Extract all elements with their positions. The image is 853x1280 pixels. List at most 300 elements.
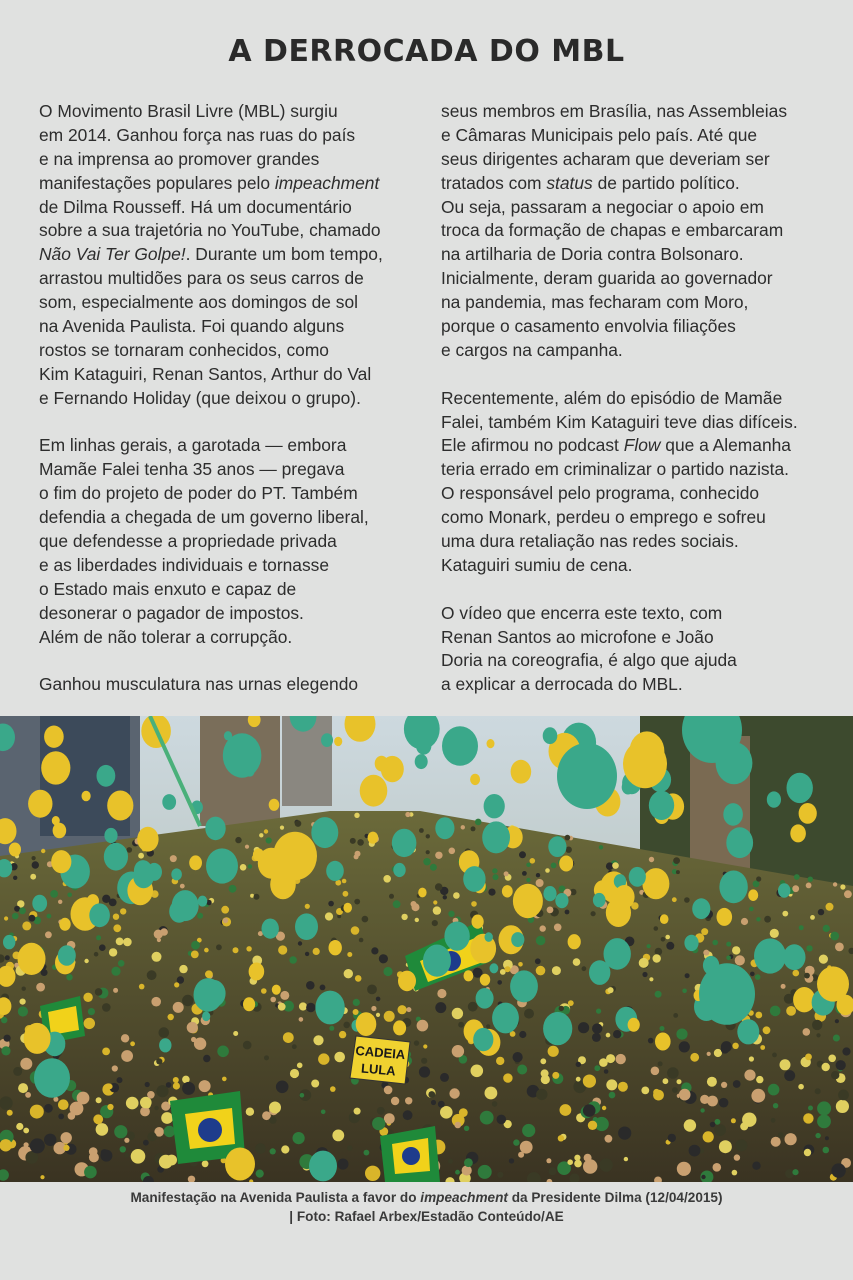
crowd-person xyxy=(233,1031,238,1036)
right-text-line xyxy=(441,673,831,697)
crowd-person xyxy=(96,935,101,940)
crowd-person xyxy=(519,1031,526,1038)
crowd-person xyxy=(549,1167,557,1175)
crowd-person xyxy=(519,851,526,858)
crowd-person xyxy=(750,972,755,977)
crowd-person xyxy=(376,997,381,1002)
balloon xyxy=(642,868,669,899)
crowd-person xyxy=(452,1008,463,1019)
crowd-person xyxy=(191,1037,196,1042)
crowd-person xyxy=(191,941,200,950)
crowd-person xyxy=(334,1052,345,1063)
balloon xyxy=(321,733,333,747)
right-text-line xyxy=(441,411,831,435)
crowd-person xyxy=(332,1130,344,1142)
balloon xyxy=(295,913,318,940)
crowd-person xyxy=(471,901,477,907)
balloon xyxy=(315,991,344,1025)
crowd-person xyxy=(794,874,800,880)
crowd-person xyxy=(25,1092,31,1098)
crowd-person xyxy=(383,967,392,976)
paragraph-gap xyxy=(441,578,831,602)
crowd-person xyxy=(58,900,62,904)
crowd-person xyxy=(535,958,541,964)
crowd-person xyxy=(679,1041,690,1052)
crowd-person xyxy=(156,1058,162,1064)
left-text-line xyxy=(39,387,419,411)
crowd-person xyxy=(22,987,26,991)
crowd-person xyxy=(313,948,320,955)
crowd-person xyxy=(430,864,437,871)
crowd-person xyxy=(752,1162,760,1170)
photo-caption xyxy=(0,1188,853,1226)
balloon xyxy=(559,856,573,872)
crowd-person xyxy=(339,1031,346,1038)
crowd-person xyxy=(840,884,845,889)
crowd-person xyxy=(384,1113,395,1124)
crowd-person xyxy=(383,875,391,883)
balloon xyxy=(472,915,484,929)
crowd-person xyxy=(20,1058,32,1070)
crowd-person xyxy=(384,1011,395,1022)
balloon-large xyxy=(442,726,478,766)
balloon xyxy=(511,760,532,784)
crowd-person xyxy=(591,911,596,916)
crowd-person xyxy=(492,1101,498,1107)
crowd-person xyxy=(505,966,511,972)
crowd-person xyxy=(117,1077,123,1083)
crowd-person xyxy=(283,1032,294,1043)
crowd-person xyxy=(648,1038,654,1044)
crowd-person xyxy=(742,1113,756,1127)
crowd-person xyxy=(468,1002,478,1012)
crowd-person xyxy=(84,959,88,963)
crowd-person xyxy=(464,1158,473,1167)
right-text-line xyxy=(441,530,831,554)
crowd-person xyxy=(755,974,761,980)
crowd-person xyxy=(606,1079,617,1090)
left-text-line xyxy=(39,626,419,650)
crowd-person xyxy=(88,1008,95,1015)
crowd-person xyxy=(203,1055,210,1062)
text-segment: Kim Kataguiri, Renan Santos, Arthur do Val xyxy=(39,363,372,384)
balloon xyxy=(543,1012,572,1045)
crowd-person xyxy=(125,1153,130,1158)
text-segment: manifestações populares pelo xyxy=(39,172,275,193)
crowd-person xyxy=(735,1139,747,1151)
crowd-person xyxy=(641,1087,649,1095)
crowd-person xyxy=(292,1044,297,1049)
left-text-line xyxy=(39,482,419,506)
balloon xyxy=(492,1003,519,1034)
crowd-person xyxy=(574,1160,582,1168)
crowd-person xyxy=(354,813,359,818)
left-text-line xyxy=(39,196,419,220)
crowd-person xyxy=(803,1113,813,1123)
crowd-person xyxy=(458,1022,464,1028)
crowd-person xyxy=(23,1128,29,1134)
crowd-person xyxy=(530,858,536,864)
crowd-person xyxy=(684,897,690,903)
crowd-person xyxy=(576,1077,581,1082)
crowd-person xyxy=(435,852,442,859)
balloon xyxy=(89,903,110,927)
balloon xyxy=(159,1038,171,1052)
crowd-person xyxy=(159,1027,170,1038)
crowd-person xyxy=(677,1079,682,1084)
right-text-line xyxy=(441,339,831,363)
crowd-person xyxy=(573,958,581,966)
crowd-person xyxy=(245,845,249,849)
balloon xyxy=(97,765,116,787)
crowd-person xyxy=(803,1028,811,1036)
crowd-person xyxy=(522,1124,535,1137)
crowd-person xyxy=(488,889,495,896)
crowd-person xyxy=(130,1041,135,1046)
crowd-person xyxy=(305,952,309,956)
crowd-person xyxy=(817,1115,831,1129)
crowd-person xyxy=(568,1000,574,1006)
crowd-person xyxy=(30,1138,45,1153)
crowd-person xyxy=(741,918,748,925)
balloon xyxy=(418,888,426,898)
crowd-person xyxy=(606,1033,611,1038)
crowd-person xyxy=(715,1119,721,1125)
crowd-person xyxy=(354,899,360,905)
crowd-person xyxy=(350,838,356,844)
crowd-person xyxy=(191,951,199,959)
crowd-person xyxy=(414,1040,419,1045)
caption-line1 xyxy=(0,1188,853,1207)
crowd-person xyxy=(151,997,161,1007)
crowd-person xyxy=(726,956,731,961)
crowd-person xyxy=(166,1082,172,1088)
crowd-person xyxy=(520,1141,533,1154)
text-segment: Ele afirmou no podcast xyxy=(441,435,624,456)
crowd-person xyxy=(376,1013,380,1017)
paragraph-gap xyxy=(441,363,831,387)
balloon xyxy=(415,754,428,769)
balloon xyxy=(783,944,805,970)
text-segment: Além de não tolerar a corrupção. xyxy=(39,626,293,647)
crowd-person xyxy=(264,1055,269,1060)
crowd-person xyxy=(808,877,813,882)
text-segment: O vídeo que encerra este texto, com xyxy=(441,602,723,623)
crowd-person xyxy=(616,1054,626,1064)
crowd-person xyxy=(4,916,8,920)
crowd-person xyxy=(30,1105,44,1119)
crowd-person xyxy=(328,901,334,907)
crowd-person xyxy=(464,1126,469,1131)
crowd-person xyxy=(290,1069,299,1078)
crowd-person xyxy=(235,837,241,843)
crowd-person xyxy=(99,944,106,951)
crowd-person xyxy=(161,1112,173,1124)
crowd-person xyxy=(180,884,185,889)
crowd-person xyxy=(223,918,228,923)
text-segment: seus membros em Brasília, nas Assembleias xyxy=(441,101,788,121)
crowd-person xyxy=(459,1108,468,1117)
crowd-person xyxy=(815,1088,821,1094)
text-segment: rostos se tornaram conhecidos, como xyxy=(39,339,329,360)
crowd-person xyxy=(127,847,133,853)
crowd-person xyxy=(264,829,268,833)
crowd-person xyxy=(354,1108,361,1115)
crowd-person xyxy=(270,997,276,1003)
text-segment: tratados com xyxy=(441,172,547,193)
crowd-person xyxy=(19,907,26,914)
crowd-person xyxy=(719,1098,729,1108)
crowd-person xyxy=(452,1045,464,1057)
left-text-line xyxy=(39,267,419,291)
crowd-person xyxy=(266,837,272,843)
crowd-person xyxy=(353,999,360,1006)
crowd-person xyxy=(805,1054,812,1061)
text-segment: som, especialmente aos domingos de sol xyxy=(39,292,359,313)
crowd-person xyxy=(462,1165,472,1175)
crowd-person xyxy=(13,1067,22,1076)
crowd-person xyxy=(431,1100,436,1105)
text-segment: que a Alemanha xyxy=(660,435,791,456)
crowd-person xyxy=(536,873,540,877)
crowd-person xyxy=(233,947,239,953)
crowd-person xyxy=(96,1123,109,1136)
text-segment: Kataguiri sumiu de cena. xyxy=(441,554,633,575)
crowd-person xyxy=(367,985,377,995)
crowd-person xyxy=(139,984,145,990)
crowd-person xyxy=(365,1166,380,1181)
crowd-person xyxy=(66,974,72,980)
text-segment: e na imprensa ao promover grandes xyxy=(39,148,320,169)
crowd-person xyxy=(782,911,788,917)
crowd-person xyxy=(726,942,731,947)
text-segment: de partido político. xyxy=(592,172,740,193)
crowd-person xyxy=(545,868,550,873)
crowd-person xyxy=(101,1149,108,1156)
crowd-person xyxy=(818,909,824,915)
crowd-person xyxy=(703,950,709,956)
crowd-person xyxy=(419,1066,430,1077)
crowd-person xyxy=(40,1175,44,1179)
crowd-person xyxy=(113,988,118,993)
balloon xyxy=(778,883,790,897)
crowd-person xyxy=(5,955,10,960)
crowd-person xyxy=(608,987,614,993)
crowd-person xyxy=(560,1104,572,1116)
balloon xyxy=(326,861,344,881)
crowd-person xyxy=(347,952,352,957)
crowd-person xyxy=(102,895,110,903)
crowd-person xyxy=(269,1102,281,1114)
crowd-person xyxy=(438,1101,445,1108)
crowd-person xyxy=(471,826,476,831)
crowd-person xyxy=(18,1083,28,1093)
crowd-person xyxy=(45,931,52,938)
crowd-person xyxy=(733,1080,741,1088)
crowd-person xyxy=(612,862,619,869)
balloon xyxy=(205,817,225,841)
crowd-person xyxy=(256,1170,264,1178)
crowd-person xyxy=(93,1114,103,1124)
balloon xyxy=(368,832,379,844)
balloon xyxy=(464,970,474,981)
crowd-person xyxy=(440,1106,453,1119)
crowd-person xyxy=(836,1060,846,1070)
balloon-large xyxy=(206,848,238,883)
left-text-line xyxy=(39,530,419,554)
crowd-person xyxy=(330,1086,336,1092)
crowd-person xyxy=(121,1034,129,1042)
crowd-person xyxy=(281,1145,289,1153)
crowd-person xyxy=(536,1089,547,1100)
crowd-person xyxy=(605,1135,613,1143)
crowd-person xyxy=(764,916,771,923)
left-text-line xyxy=(39,243,419,267)
balloon xyxy=(32,895,47,912)
crowd-person xyxy=(600,1158,613,1171)
balloon xyxy=(593,893,606,907)
crowd-person xyxy=(677,1162,691,1176)
crowd-person xyxy=(147,970,157,980)
crowd-person xyxy=(182,1082,195,1095)
crowd-person xyxy=(719,1140,732,1153)
crowd-person xyxy=(437,989,446,998)
crowd-person xyxy=(299,1017,304,1022)
balloon xyxy=(655,1033,671,1051)
text-segment: e as liberdades individuais e tornasse xyxy=(39,554,330,575)
crowd-person xyxy=(96,1097,102,1103)
left-text-line xyxy=(39,100,419,124)
crowd-person xyxy=(423,858,430,865)
crowd-person xyxy=(653,1089,660,1096)
crowd-person xyxy=(391,1097,399,1105)
crowd-person xyxy=(337,1159,348,1170)
crowd-person xyxy=(109,948,117,956)
crowd-person xyxy=(710,1122,716,1128)
crowd-person xyxy=(793,970,800,977)
balloon xyxy=(723,803,743,826)
article-title: A DERROCADA DO MBL xyxy=(228,34,625,69)
crowd-person xyxy=(120,908,126,914)
crowd-person xyxy=(121,1050,133,1062)
crowd-person xyxy=(293,1132,305,1144)
balloon xyxy=(41,751,70,784)
right-text-line xyxy=(441,291,831,315)
crowd-person xyxy=(536,936,546,946)
crowd-person xyxy=(771,1118,776,1123)
balloon xyxy=(343,903,352,913)
right-text-line xyxy=(441,434,831,458)
balloon xyxy=(262,919,279,939)
crowd-person xyxy=(173,1002,184,1013)
crowd-person xyxy=(145,1082,150,1087)
crowd-person xyxy=(24,1142,29,1147)
text-segment: seus dirigentes acharam que deveriam ser xyxy=(441,148,770,169)
crowd-person xyxy=(599,845,603,849)
crowd-person xyxy=(426,834,430,838)
crowd-person xyxy=(558,1135,564,1141)
crowd-person xyxy=(830,932,839,941)
crowd-person xyxy=(842,1047,850,1055)
text-segment: O responsável pelo programa, conhecido xyxy=(441,483,760,504)
crowd-person xyxy=(440,1073,449,1082)
balloon-large xyxy=(225,1148,255,1181)
crowd-person xyxy=(31,856,35,860)
crowd-person xyxy=(154,1106,158,1110)
balloon-large xyxy=(699,963,755,1025)
crowd-person xyxy=(831,1071,839,1079)
crowd-person xyxy=(32,861,39,868)
crowd-person xyxy=(461,825,465,829)
crowd-person xyxy=(565,910,570,915)
text-segment: teria errado em criminalizar o partido nazista. xyxy=(441,459,789,480)
balloon xyxy=(59,918,70,931)
balloon xyxy=(717,908,733,926)
crowd-person xyxy=(379,954,388,963)
crowd-person xyxy=(204,948,209,953)
balloon xyxy=(58,945,76,966)
balloon xyxy=(660,914,669,924)
crowd-person xyxy=(649,857,654,862)
crowd-person xyxy=(554,924,562,932)
left-text-line xyxy=(39,673,419,697)
crowd-person xyxy=(89,1147,98,1156)
crowd-person xyxy=(676,1029,687,1040)
crowd-person xyxy=(170,855,177,862)
crowd-person xyxy=(602,1106,606,1110)
crowd-person xyxy=(781,984,786,989)
crowd-person xyxy=(786,1006,796,1016)
crowd-person xyxy=(278,945,287,954)
crowd-person xyxy=(559,1006,564,1011)
crowd-person xyxy=(828,1055,836,1063)
crowd-person xyxy=(305,904,310,909)
text-segment: Ganhou musculatura nas urnas elegendo xyxy=(39,674,359,695)
crowd-person xyxy=(278,1003,286,1011)
crowd-person xyxy=(107,1084,112,1089)
crowd-person xyxy=(682,989,687,994)
crowd-person xyxy=(749,907,754,912)
crowd-person xyxy=(596,1009,601,1014)
text-segment: e Fernando Holiday (que deixou o grupo). xyxy=(39,387,361,408)
crowd-person xyxy=(205,970,213,978)
crowd-person xyxy=(371,947,378,954)
crowd-person xyxy=(475,819,482,826)
caption-text-b: da Presidente Dilma (12/04/2015) xyxy=(507,1190,723,1205)
balloon xyxy=(202,1012,210,1022)
text-segment: arrastou multidões para os seus carros de xyxy=(39,268,364,289)
crowd-person xyxy=(20,999,26,1005)
crowd-person xyxy=(513,1052,523,1062)
crowd-person xyxy=(428,1091,435,1098)
crowd-person xyxy=(259,833,263,837)
crowd-person xyxy=(159,1155,173,1169)
crowd-person xyxy=(835,943,844,952)
crowd-person xyxy=(661,937,666,942)
crowd-person xyxy=(756,917,760,921)
crowd-person xyxy=(486,1024,490,1028)
left-text-column xyxy=(39,100,419,697)
balloon xyxy=(470,774,480,785)
crowd-person xyxy=(143,1140,149,1146)
text-segment: defendia a chegada de um governo liberal, xyxy=(39,507,369,528)
caption-text-a: Manifestação na Avenida Paulista a favor do xyxy=(130,1190,421,1205)
left-text-line xyxy=(39,172,419,196)
crowd-person xyxy=(642,972,647,977)
balloon xyxy=(649,791,674,820)
crowd-person xyxy=(751,1089,765,1103)
balloon xyxy=(511,932,524,947)
